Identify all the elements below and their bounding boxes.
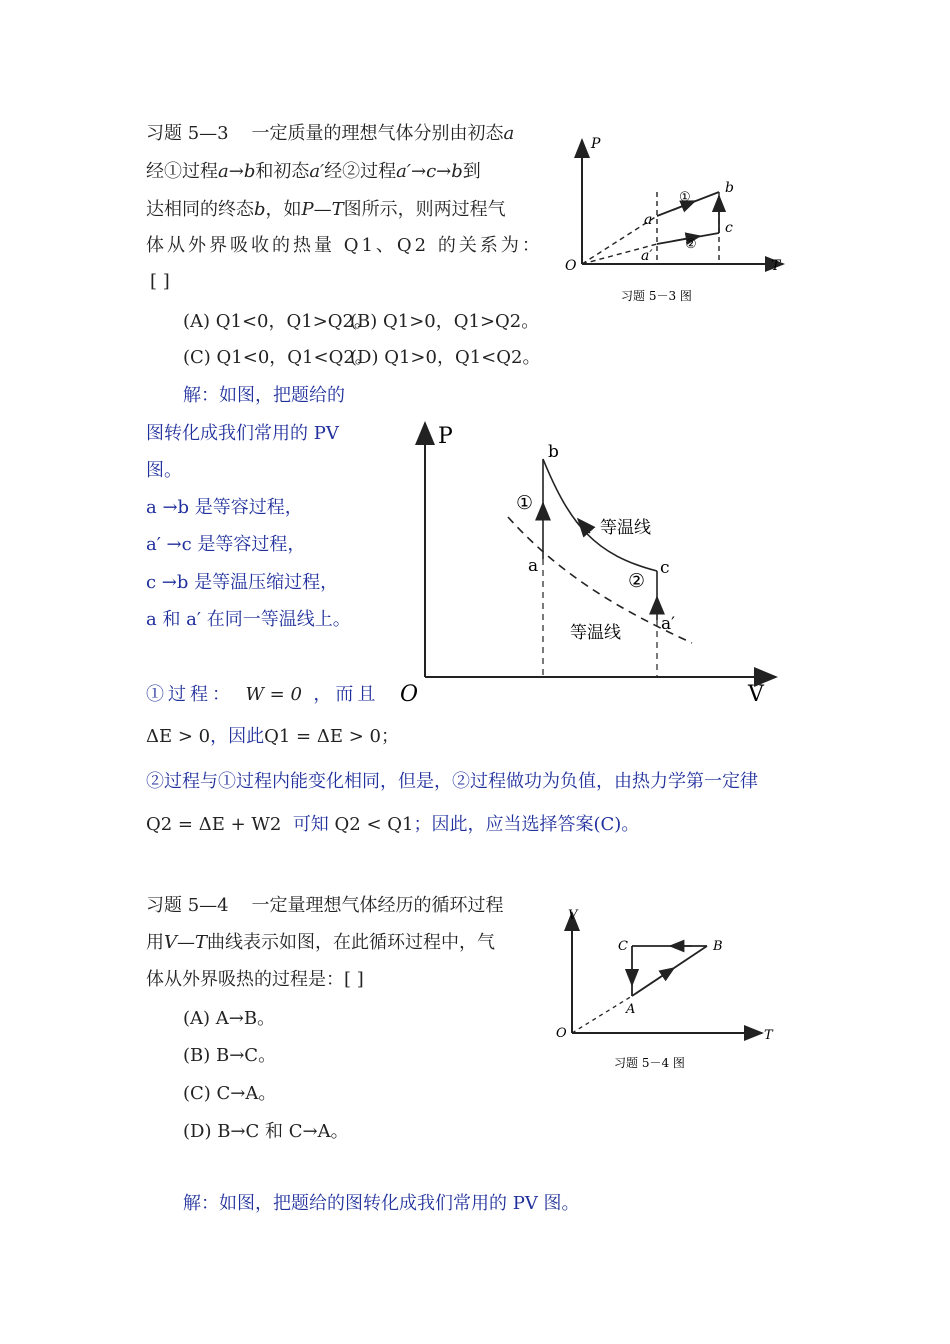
text: 经①过程 [146,161,218,182]
label-b: b [548,442,559,462]
eq-de: ΔE > 0 [146,726,211,747]
figure-5-4 [552,905,792,1080]
text: 用 [146,932,164,953]
isotherm-label-upper: 等温线 [600,518,651,538]
option-5-4-b: (B) B→C。 [183,1045,277,1066]
text: 到 [462,161,481,182]
origin-label: O [565,258,577,274]
label-circle-1: ① [679,190,691,205]
problem-5-4-line-2 [146,931,495,955]
problem-5-4-title: 习题 5—4 [146,895,229,916]
text: 一定质量的理想气体分别由初态 [251,123,504,144]
text: 和初态 [255,161,310,182]
text: 一定量理想气体经历的循环过程 [251,895,504,916]
problem-5-4-line-1 [146,894,504,918]
p-axis-label: P [591,136,601,152]
label-B: B [713,939,723,954]
v-axis-label: V [568,908,578,923]
figure-5-4-caption: 习题 5－4 图 [614,1056,685,1070]
arrow-ab [650,968,674,984]
option-b: (B) Q1>0，Q1>Q2。 [350,311,540,332]
solution-5-3-line-11 [146,813,639,837]
solution-5-4-intro: 解：如图，把题给的图转化成我们常用的 PV 图。 [183,1193,580,1214]
label-aprime: a′ [641,248,653,264]
t-axis-label: T [764,1028,773,1043]
eq-w: W = 0 [245,684,302,705]
text: ，因此 [210,726,265,747]
label-A: A [626,1002,636,1017]
text: 达相同的终态 [146,199,254,220]
problem-5-3-title: 习题 5—3 [146,123,229,144]
text: 图所示，则两过程气 [343,199,506,220]
isotherm-label-lower: 等温线 [570,623,621,643]
label-aprime: a′ [661,614,675,634]
process-ab: a→b [218,161,256,182]
option-5-4-d: (D) B→C 和 C→A。 [183,1121,349,1142]
eq-compare: Q2 < Q1 [334,814,414,835]
option-5-4-a: (A) A→B。 [183,1008,276,1029]
problem-5-3-line-1 [146,122,514,146]
text: ①过程： [146,684,234,705]
solution-5-3-line-2: 图转化成我们常用的 PV [146,423,339,444]
eq-q1: Q1 = ΔE > 0 [264,726,381,747]
label-circle-2: ② [628,570,646,592]
eq-q2: Q2 = ΔE + W2 [146,814,282,835]
solution-5-3-line-7: a 和 a′ 在同一等温线上。 [146,609,351,630]
pv-diagram [390,415,790,710]
solution-5-3-line-9 [146,725,399,749]
text: ，如 [265,199,302,220]
option-c: (C) Q1<0，Q1<Q2。 [183,347,373,368]
label-a: a [644,212,653,228]
label-c: c [660,558,670,578]
label-C: C [618,939,628,954]
text: ，而且 [313,684,380,705]
option-a: (A) Q1<0，Q1>Q2。 [183,311,373,332]
problem-5-4-line-3: 体从外界吸热的过程是：[ ] [146,969,364,990]
option-d: (D) Q1>0，Q1<Q2。 [350,347,541,368]
solution-5-3-line-10: ②过程与①过程内能变化相同，但是，②过程做功为负值，由热力学第一定律 [146,771,758,792]
solution-5-3-line-4: a →b 是等容过程， [146,497,303,518]
var-a-prime: a′ [309,161,325,182]
solution-5-3-intro: 解：如图，把题给的 [183,385,345,406]
label-b: b [725,180,734,196]
text: ； [380,726,399,747]
solution-5-3-line-5: a′ →c 是等容过程， [146,534,306,555]
dash-o-a [572,996,632,1033]
label-c: c [725,220,733,236]
var-a: a [503,123,515,144]
origin-label: O [556,1026,567,1041]
origin-label: O [400,682,419,707]
text: ；因此，应当选择答案(C)。 [413,814,640,835]
text: 经②过程 [324,161,397,182]
process-acb: a′→c→b [396,161,463,182]
figure-5-3-caption: 习题 5－3 图 [621,289,692,303]
label-a: a [528,556,539,576]
p-axis-label: P [438,424,453,449]
figure-5-3 [555,130,795,315]
t-axis-label: T [771,258,781,274]
solution-5-3-line-8 [146,683,379,707]
problem-5-3-line-2 [146,160,481,184]
pt-label: P—T [301,199,344,220]
label-circle-2: ② [685,237,697,252]
v-axis-label: V [748,682,764,707]
problem-5-3-line-3 [146,198,506,222]
answer-bracket: [ ] [150,271,170,292]
isotherm-upper [543,459,657,571]
text: 曲线表示如图，在此循环过程中，气 [207,932,496,953]
text: 可知 [292,814,329,835]
option-5-4-c: (C) C→A。 [183,1083,277,1104]
problem-5-3-line-4: 体从外界吸收的热量 Q1、Q2 的关系为： [146,235,543,256]
var-b: b [254,199,266,220]
label-circle-1: ① [516,492,534,514]
vt-label: V—T [164,932,208,953]
solution-5-3-line-3: 图。 [146,460,182,481]
solution-5-3-line-6: c →b 是等温压缩过程， [146,572,339,593]
